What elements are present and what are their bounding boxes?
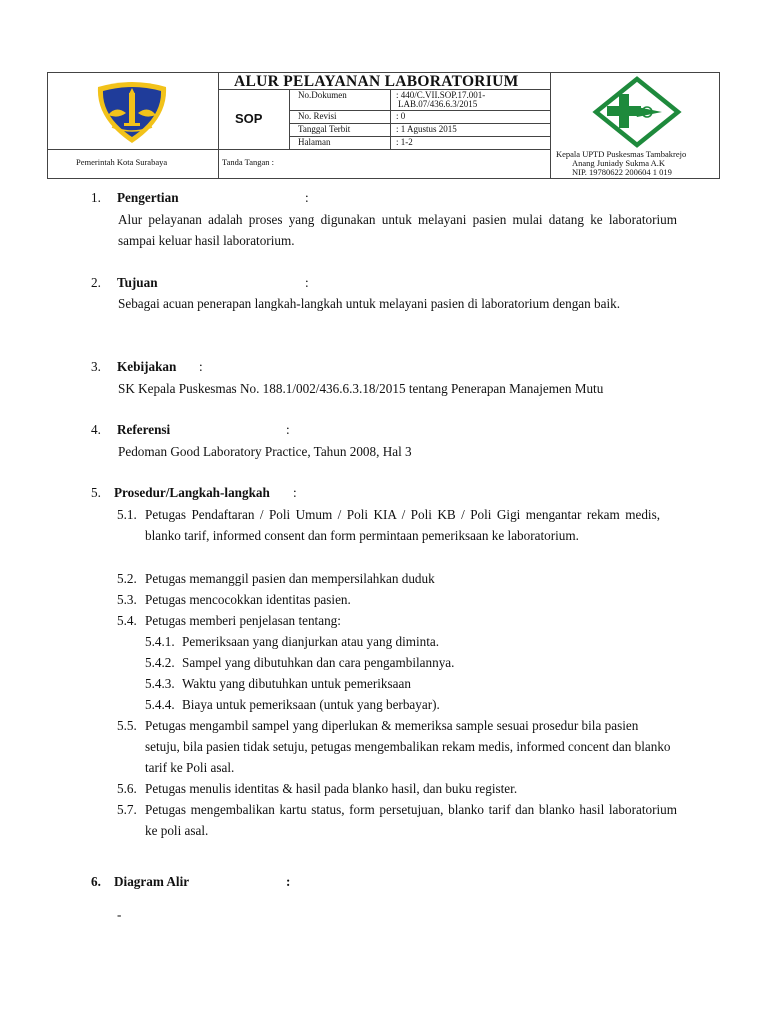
- step-text: Petugas mencocokkan identitas pasien.: [145, 592, 351, 607]
- section-text-referensi: Pedoman Good Laboratory Practice, Tahun 2008, Hal 3: [118, 444, 412, 459]
- section-text-tujuan: Sebagai acuan penerapan langkah-langkah untuk melayani pasien di laboratorium dengan baik.: [118, 296, 621, 311]
- sop-label: SOP: [235, 111, 263, 126]
- section-colon: :: [199, 359, 203, 374]
- step-number: 5.6.: [117, 781, 137, 796]
- section-number: 5.: [91, 485, 101, 500]
- substep-text: Biaya untuk pemeriksaan (untuk yang berbayar).: [182, 697, 440, 712]
- puskesmas-logo: [592, 76, 682, 148]
- section-colon: :: [305, 190, 309, 205]
- section-text-kebijakan: SK Kepala Puskesmas No. 188.1/002/436.6.3.18/2015 tentang Penerapan Manajemen Mutu: [118, 381, 604, 396]
- meta-value-page: : 1-2: [396, 137, 413, 147]
- step-text: Petugas menulis identitas & hasil pada blanko hasil, dan buku register.: [145, 781, 518, 796]
- step-text: Petugas Pendaftaran / Poli Umum / Poli KIA / Poli KB / Poli Gigi mengantar rekam medis, blanko tarif, informed consent dan form permintaan pemeriksaan ke laboratorium.: [145, 507, 660, 543]
- substep-text: Waktu yang dibutuhkan untuk pemeriksaan: [182, 676, 411, 691]
- section-text-pengertian: Alur pelayanan adalah proses yang digunakan untuk melayani pasien mulai datang ke laboratorium sampai keluar hasil laboratorium.: [118, 212, 677, 248]
- document-title: ALUR PELAYANAN LABORATORIUM: [234, 73, 519, 90]
- section-heading-prosedur: Prosedur/Langkah-langkah: [114, 485, 270, 500]
- meta-label-issue-date: Tanggal Terbit: [298, 124, 351, 134]
- section-text-diagram-alir: -: [117, 907, 122, 922]
- meta-value-revision: : 0: [396, 111, 406, 121]
- section-number: 3.: [91, 359, 101, 374]
- step-text: Petugas memanggil pasien dan mempersilahkan duduk: [145, 571, 435, 586]
- header-divider: [550, 73, 551, 178]
- meta-label-document-number: No.Dokumen: [298, 90, 347, 100]
- substep-text: Pemeriksaan yang dianjurkan atau yang diminta.: [182, 634, 440, 649]
- head-nip: NIP. 19780622 200604 1 019: [572, 167, 672, 177]
- header-divider: [289, 89, 290, 149]
- substep-number: 5.4.2.: [145, 655, 175, 670]
- header-divider: [48, 149, 550, 150]
- meta-label-page: Halaman: [298, 137, 331, 147]
- section-number: 2.: [91, 275, 101, 290]
- header-divider: [390, 89, 391, 149]
- step-number: 5.5.: [117, 718, 137, 733]
- section-heading-pengertian: Pengertian: [117, 190, 179, 205]
- government-label: Pemerintah Kota Surabaya: [76, 157, 168, 167]
- head-title: Kepala UPTD Puskesmas Tambakrejo: [556, 149, 687, 159]
- step-number: 5.7.: [117, 802, 137, 817]
- sop-header-table: [47, 72, 720, 179]
- section-number: 1.: [91, 190, 101, 205]
- step-number: 5.1.: [117, 507, 137, 522]
- section-colon: :: [286, 874, 291, 889]
- head-name: Anang Juniady Sukma A.K: [572, 158, 666, 168]
- step-number: 5.4.: [117, 613, 137, 628]
- substep-number: 5.4.3.: [145, 676, 175, 691]
- substep-number: 5.4.1.: [145, 634, 175, 649]
- step-text: Petugas memberi penjelasan tentang:: [145, 613, 341, 628]
- section-heading-diagram-alir: Diagram Alir: [114, 874, 190, 889]
- meta-value-document-number-cont: LAB.07/436.6.3/2015: [398, 99, 478, 109]
- step-number: 5.2.: [117, 571, 137, 586]
- section-colon: :: [293, 485, 297, 500]
- section-heading-referensi: Referensi: [117, 422, 171, 437]
- step-text: Petugas mengambil sampel yang diperlukan & memeriksa sample sesuai prosedur bila pasien setuju, bila pasien tidak setuju, petugas mengembalikan rekam medis, informed concent dan blanko tarif ke Poli asal.: [145, 718, 671, 775]
- meta-value-issue-date: : 1 Agustus 2015: [396, 124, 457, 134]
- section-heading-kebijakan: Kebijakan: [117, 359, 177, 374]
- signature-label: Tanda Tangan :: [222, 157, 274, 167]
- step-number: 5.3.: [117, 592, 137, 607]
- section-colon: :: [286, 422, 290, 437]
- section-number: 6.: [91, 874, 101, 889]
- section-heading-tujuan: Tujuan: [117, 275, 158, 290]
- surabaya-city-logo: [88, 79, 176, 145]
- meta-label-revision: No. Revisi: [298, 111, 337, 121]
- substep-text: Sampel yang dibutuhkan dan cara pengambilannya.: [182, 655, 455, 670]
- meta-value-document-number: : 440/C.VII.SOP.17.001-: [396, 90, 486, 100]
- step-text: Petugas mengembalikan kartu status, form persetujuan, blanko tarif dan blanko hasil laboratorium ke poli asal.: [145, 802, 677, 838]
- section-colon: :: [305, 275, 309, 290]
- substep-number: 5.4.4.: [145, 697, 175, 712]
- section-number: 4.: [91, 422, 101, 437]
